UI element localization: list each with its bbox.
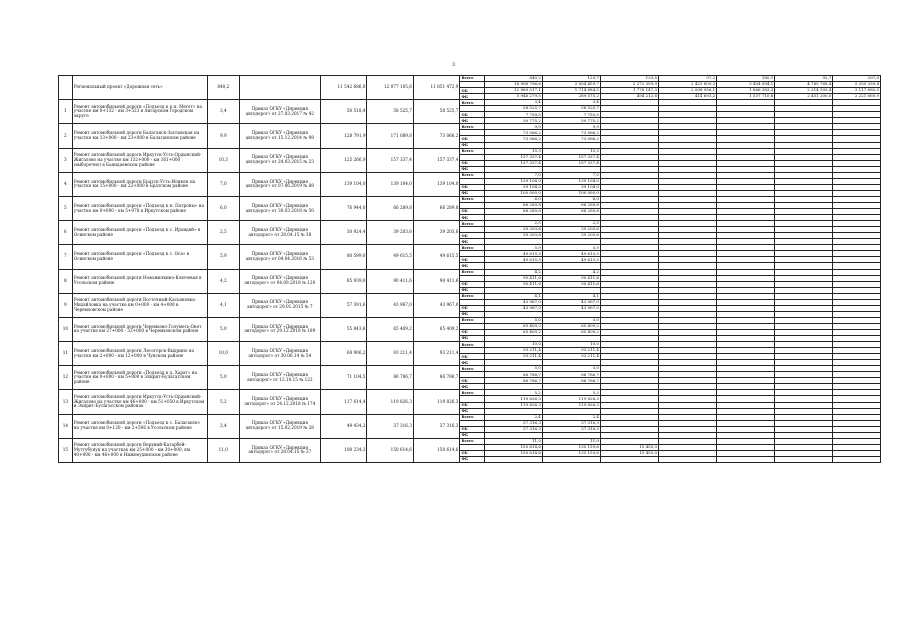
value-cell: 5,0	[484, 366, 542, 372]
basis-cell: Приказ ОГКУ «Дирекция автодорог» от 24.12.2018 № 174	[239, 390, 320, 414]
price-cell: 119 826,3	[413, 390, 459, 414]
funding-label: Всего	[460, 438, 484, 444]
value-cell: 3 404 094,1	[717, 82, 775, 88]
value-cell: 4,1	[484, 293, 542, 299]
value-cell: 207,0	[833, 76, 881, 82]
price-cell: 49 615,5	[367, 245, 413, 269]
value-cell: 11,0	[484, 438, 542, 444]
cost-cell: 128 791,9	[321, 124, 367, 148]
funding-label: ОБ	[460, 160, 484, 166]
funding-label: ОБ	[460, 112, 484, 118]
price-cell: 86 786,7	[413, 366, 459, 390]
cost-cell: 68 906,2	[321, 342, 367, 366]
row-number-cell: 5	[59, 196, 73, 220]
value-cell: 7 750,5	[484, 112, 542, 118]
value-cell: 65 409,2	[484, 323, 542, 329]
funding-label: ОБ	[460, 329, 484, 335]
price-cell: 43 967,0	[413, 293, 459, 317]
row-number-cell: 14	[59, 414, 73, 438]
cost-cell: 11 542 686,0	[321, 76, 367, 100]
value-cell: 100 000,0	[542, 190, 600, 196]
funding-label: ОБ	[460, 450, 484, 456]
funding-label: ФБ	[460, 118, 484, 124]
cost-cell: 49 434,2	[321, 414, 367, 438]
value-cell: 93 211,4	[484, 348, 542, 354]
value-cell: 39 203,6	[484, 233, 542, 239]
value-cell: 5,9	[484, 245, 542, 251]
length-cell: 10,0	[207, 342, 239, 366]
length-cell: 5,2	[207, 390, 239, 414]
price-cell: 150 614,6	[367, 438, 413, 462]
value-cell: 4,2	[484, 269, 542, 275]
value-cell: 2 008 956,1	[659, 88, 717, 94]
value-cell: 133,5	[600, 76, 658, 82]
price-cell: 73 066,2	[413, 124, 459, 148]
funding-label: Всего	[460, 124, 484, 130]
funding-label: ФБ	[460, 336, 484, 342]
row-number-cell: 8	[59, 269, 73, 293]
cost-cell: 50 518,4	[321, 100, 367, 124]
value-cell: 50 775,2	[542, 118, 600, 124]
value-cell: 39 203,6	[542, 233, 600, 239]
value-cell: 73 066,2	[484, 130, 542, 136]
value-cell: 5,2	[484, 390, 542, 396]
value-cell: 93 211,4	[542, 354, 600, 360]
price-cell: 58 525,7	[367, 100, 413, 124]
basis-cell: Приказ ОГКУ «Дирекция автодорог» от 28.04.15 № 38	[239, 221, 320, 245]
value-cell: 7,0	[484, 172, 542, 178]
basis-cell: Приказ ОГКУ «Дирекция автодорог» от 24.03.2015 № 23	[239, 148, 320, 172]
funding-label: ОБ	[460, 305, 484, 311]
value-cell: 5,2	[542, 390, 600, 396]
value-cell: 90 411,6	[542, 281, 600, 287]
value-cell	[484, 456, 542, 462]
length-cell: 3,4	[207, 100, 239, 124]
price-cell: 90 411,6	[367, 269, 413, 293]
value-cell: 414 693,2	[659, 94, 717, 100]
row-number-cell: 12	[59, 366, 73, 390]
value-cell: 6,0	[484, 196, 542, 202]
price-cell: 66 289,8	[413, 196, 459, 220]
value-cell: 157 337,4	[542, 154, 600, 160]
funding-label: ФБ	[460, 360, 484, 366]
funding-label: Всего	[460, 148, 484, 154]
value-cell: 157 337,4	[484, 160, 542, 166]
funding-label: ОБ	[460, 354, 484, 360]
length-cell: 4,1	[207, 293, 239, 317]
value-cell: 5 339 359,4	[833, 82, 881, 88]
length-cell: 2,5	[207, 221, 239, 245]
funding-label: ОБ	[460, 209, 484, 215]
value-cell: 97,2	[659, 76, 717, 82]
length-cell: 10,3	[207, 148, 239, 172]
price-cell: 171 089,8	[367, 124, 413, 148]
basis-cell: Приказ ОГКУ «Дирекция автодорог» от 04.09.2018 № 120	[239, 269, 320, 293]
value-cell: 2 423 609,3	[659, 82, 717, 88]
table-body	[59, 76, 881, 463]
funding-label: Всего	[460, 172, 484, 178]
funding-label: ФБ	[460, 94, 484, 100]
cost-cell: 117 614,4	[321, 390, 367, 414]
value-cell: 58 525,7	[484, 106, 542, 112]
value-cell: 18 906 796,6	[484, 82, 542, 88]
value-cell: 49 615,5	[542, 257, 600, 263]
value-cell: 4 765 768,4	[775, 82, 833, 88]
funding-label: ОБ	[460, 426, 484, 432]
value-cell: 150 614,6	[484, 450, 542, 456]
value-cell: 37 316,3	[484, 420, 542, 426]
object-name-cell: Ремонт автомобильной дороги Восточный-Касьяновка-Михайловка на участке км 0+000 - км 4+000 в Черемховском районе	[72, 293, 207, 317]
value-cell: 3,4	[542, 100, 600, 106]
value-cell: 2 272 359,9	[600, 82, 658, 88]
object-name-cell: Ремонт автомобильной дороги Иркутск-Усть-Ордынский-Жигалово на участке км 132+000 - км 161+000 (выборочно) в Баяндаевском районе	[72, 148, 207, 172]
value-cell: 2,5	[484, 221, 542, 227]
value-cell: 289 575,2	[542, 94, 600, 100]
value-cell: 49 615,5	[484, 257, 542, 263]
value-cell: 2 451 200,0	[775, 94, 833, 100]
cost-cell: 125 266,9	[321, 148, 367, 172]
price-cell: 150 614,6	[413, 438, 459, 462]
funding-label: Всего	[460, 342, 484, 348]
object-name-cell: Ремонт автомобильной дороги Лесогорск-Выдрино на участке км 2+000 - км 12+000 в Чунском районе	[72, 342, 207, 366]
value-cell: 100 000,0	[484, 190, 542, 196]
value-cell: 5,9	[542, 245, 600, 251]
value-cell	[542, 456, 600, 462]
funding-label: ФБ	[460, 311, 484, 317]
value-cell: 73 066,2	[542, 136, 600, 142]
value-cell: 37 316,3	[484, 426, 542, 432]
value-cell: 93 211,4	[484, 354, 542, 360]
value-cell: 2 004 459,7	[542, 82, 600, 88]
object-name-cell: Ремонт автомобильной дороги Верхний-Катарбей-Мугтубунук на участках км 25+000 - км 30+000, км 40+000 - км 46+000 в Нижнеудинском районе	[72, 438, 207, 462]
value-cell: 4,1	[542, 293, 600, 299]
price-cell: 37 316,3	[413, 414, 459, 438]
object-name-cell: Ремонт автомобильной дороги «Подъезд к д. Харат» на участке км 0+000 - км 5+000 в Эхирит-Булагатском районе	[72, 366, 207, 390]
value-cell	[659, 456, 717, 462]
value-cell: 65 409,2	[484, 329, 542, 335]
value-cell: 150 614,6	[484, 444, 542, 450]
funding-label: ФБ	[460, 456, 484, 462]
cost-cell: 108 234,3	[321, 438, 367, 462]
price-cell: 93 211,4	[413, 342, 459, 366]
value-cell: 5,0	[542, 317, 600, 323]
value-cell: 3,4	[484, 100, 542, 106]
cost-cell: 80 599,0	[321, 245, 367, 269]
price-cell: 66 289,8	[367, 196, 413, 220]
value-cell: 119 826,3	[542, 396, 600, 402]
value-cell: 119 826,3	[542, 402, 600, 408]
funding-label: ФБ	[460, 142, 484, 148]
funding-label: ФБ	[460, 408, 484, 414]
row-number-cell	[59, 76, 73, 100]
funding-label: Всего	[460, 414, 484, 420]
basis-cell: Приказ ОГКУ «Дирекция автодорог» от 04.04.2016 № 53	[239, 245, 320, 269]
length-cell: 2,4	[207, 414, 239, 438]
price-cell: 157 337,4	[367, 148, 413, 172]
value-cell: 43 967,0	[484, 305, 542, 311]
row-number-cell: 1	[59, 100, 73, 124]
value-cell: 43 967,0	[484, 299, 542, 305]
value-cell: 10,3	[542, 148, 600, 154]
value-cell: 39 104,0	[542, 184, 600, 190]
value-cell: 93 211,4	[542, 348, 600, 354]
cost-cell: 76 944,0	[321, 196, 367, 220]
object-name-cell: Ремонт автомобильной дороги «Подъезд к с. Оса» в Осинском районе	[72, 245, 207, 269]
funding-label: ОБ	[460, 402, 484, 408]
value-cell: 129,7	[542, 76, 600, 82]
length-cell: 5,9	[207, 245, 239, 269]
funding-label: ФБ	[460, 263, 484, 269]
road-repair-table	[58, 75, 881, 463]
value-cell	[833, 456, 881, 462]
value-cell: 7,0	[542, 172, 600, 178]
value-cell: 119 826,3	[484, 402, 542, 408]
value-cell: 10,0	[484, 342, 542, 348]
value-cell: 6,0	[542, 196, 600, 202]
basis-cell: Приказ ОГКУ «Дирекция автодорог» от 15.12.2014 № 98	[239, 124, 320, 148]
value-cell: 66 289,8	[484, 209, 542, 215]
price-cell: 139 104,0	[413, 172, 459, 196]
cost-cell: 57 391,6	[321, 293, 367, 317]
basis-cell: Приказ ОГКУ «Дирекция автодорог» от 30.06.14 № 54	[239, 342, 320, 366]
cost-cell: 71 104,5	[321, 366, 367, 390]
value-cell: 58 525,7	[542, 106, 600, 112]
row-number-cell: 4	[59, 172, 73, 196]
row-number-cell: 11	[59, 342, 73, 366]
funding-label: Всего	[460, 366, 484, 372]
length-cell: 11,0	[207, 438, 239, 462]
funding-label: ФБ	[460, 215, 484, 221]
value-cell: 3 117 680,5	[833, 88, 881, 94]
funding-label: ФБ	[460, 287, 484, 293]
value-cell: 49 615,5	[484, 251, 542, 257]
funding-label: ОБ	[460, 257, 484, 263]
value-cell: 66 289,8	[542, 209, 600, 215]
value-cell: 86 786,7	[542, 372, 600, 378]
value-cell: 139 104,0	[542, 178, 600, 184]
price-cell: 39 203,6	[367, 221, 413, 245]
length-cell: 4,2	[207, 269, 239, 293]
funding-label: ОБ	[460, 136, 484, 142]
value-cell: 92,7	[775, 76, 833, 82]
object-name-cell: Ремонт автомобильной дороги «Подъезд к п. Патроны» на участке км 0+000 - км 5+978 в Иркутском районе	[72, 196, 207, 220]
value-cell: 73 066,2	[484, 136, 542, 142]
value-cell: 2,4	[542, 414, 600, 420]
value-cell: 157 337,4	[542, 160, 600, 166]
object-name-cell: Ремонт автомобильной дороги Иркутск-Усть-Ордынский-Жигалово на участке км 46+000 - км 51+050 в Иркутском и Эхирит-Булагатском районах	[72, 390, 207, 414]
funding-label: Всего	[460, 100, 484, 106]
value-cell: 2,5	[542, 221, 600, 227]
basis-cell: Приказ ОГКУ «Дирекция автодорог» от 29.12.2018 № 189	[239, 317, 320, 341]
object-name-cell: Ремонт автомобильной дороги «Подъезд к с. Балаганск» на участке км 0+120 - км 2+506 в Усольском районе	[72, 414, 207, 438]
funding-label: ОБ	[460, 233, 484, 239]
object-name-cell: Региональный проект «Дорожная сеть»	[72, 76, 207, 100]
funding-label: ОБ	[460, 88, 484, 94]
value-cell: 2 221 669,9	[833, 94, 881, 100]
funding-label: Всего	[460, 245, 484, 251]
row-number-cell: 10	[59, 317, 73, 341]
cost-cell: 139 104,0	[321, 172, 367, 196]
price-cell: 49 615,5	[413, 245, 459, 269]
value-cell: 15 455,0	[600, 444, 658, 450]
value-cell: 1 537 710,8	[717, 94, 775, 100]
value-cell: 50 775,2	[484, 118, 542, 124]
cost-cell: 30 924,4	[321, 221, 367, 245]
value-cell: 5,0	[484, 317, 542, 323]
object-name-cell: Ремонт автомобильной дороги Братск-Усть-Илимск на участке км 15+000 - км 22+000 в Братском районе	[72, 172, 207, 196]
row-number-cell: 9	[59, 293, 73, 317]
row-number-cell: 13	[59, 390, 73, 414]
value-cell: 66 289,8	[484, 202, 542, 208]
value-cell: 10,0	[542, 342, 600, 348]
basis-cell: Приказ ОГКУ «Дирекция автодорог» от 27.03.2017 № 42	[239, 100, 320, 124]
price-cell: 65 409,2	[367, 317, 413, 341]
value-cell: 15 455,0	[600, 450, 658, 456]
length-cell: 7,0	[207, 172, 239, 196]
value-cell: 39 203,6	[484, 227, 542, 233]
value-cell: 4,2	[542, 269, 600, 275]
value-cell: 65 409,2	[542, 329, 600, 335]
basis-cell: Приказ ОГКУ «Дирекция автодорог» от 15.02.2019 № 28	[239, 414, 320, 438]
length-cell: 840,2	[207, 76, 239, 100]
value-cell: 49 615,5	[542, 251, 600, 257]
funding-label: Всего	[460, 196, 484, 202]
value-cell: 43 967,0	[542, 299, 600, 305]
price-cell: 11 851 472,9	[413, 76, 459, 100]
length-cell: 5,0	[207, 317, 239, 341]
value-cell: 65 409,2	[542, 323, 600, 329]
value-cell: 157 337,4	[484, 154, 542, 160]
row-number-cell: 2	[59, 124, 73, 148]
funding-label: ФБ	[460, 166, 484, 172]
value-cell: 2 314 595,4	[775, 88, 833, 94]
length-cell: 5,0	[207, 366, 239, 390]
value-cell: 5 946 279,5	[484, 94, 542, 100]
price-cell: 93 211,4	[367, 342, 413, 366]
funding-label: ФБ	[460, 384, 484, 390]
value-cell: 1 778 147,3	[600, 88, 658, 94]
value-cell: 9,9	[542, 124, 600, 130]
funding-label: ФБ	[460, 190, 484, 196]
page-number: 3	[452, 62, 456, 68]
value-cell: 180,1	[717, 76, 775, 82]
price-cell: 65 409,2	[413, 317, 459, 341]
value-cell: 90 411,6	[484, 275, 542, 281]
funding-label: ФБ	[460, 239, 484, 245]
object-name-cell: Ремонт автомобильной дороги «Подъезд к с. Ирхидей» в Осинском районе	[72, 221, 207, 245]
value-cell	[717, 456, 775, 462]
value-cell: 90 411,6	[484, 281, 542, 287]
value-cell: 9,9	[484, 124, 542, 130]
row-number-cell: 15	[59, 438, 73, 462]
price-cell: 12 077 105,6	[367, 76, 413, 100]
value-cell: 119 826,3	[484, 396, 542, 402]
row-number-cell: 3	[59, 148, 73, 172]
funding-label: Всего	[460, 269, 484, 275]
funding-label: Всего	[460, 293, 484, 299]
funding-label: ОБ	[460, 281, 484, 287]
funding-label: Всего	[460, 76, 484, 82]
price-cell: 119 826,3	[367, 390, 413, 414]
funding-label: ФБ	[460, 432, 484, 438]
length-cell: 9,9	[207, 124, 239, 148]
price-cell: 139 104,0	[367, 172, 413, 196]
row-number-cell: 6	[59, 221, 73, 245]
value-cell: 135 159,6	[542, 450, 600, 456]
basis-cell: Приказ ОГКУ «Дирекция автодорог» от 29.01.2015 № 7	[239, 293, 320, 317]
value-cell: 86 786,7	[484, 378, 542, 384]
value-cell: 37 316,3	[542, 420, 600, 426]
value-cell: 73 066,2	[542, 130, 600, 136]
funding-label: Всего	[460, 390, 484, 396]
funding-label: Всего	[460, 317, 484, 323]
basis-cell: Приказ ОГКУ «Дирекция автодорог» от 30.03.2018 № 50	[239, 196, 320, 220]
value-cell: 12 960 517,1	[484, 88, 542, 94]
value-cell: 1 866 383,3	[717, 88, 775, 94]
value-cell: 43 967,0	[542, 305, 600, 311]
value-cell: 494 212,6	[600, 94, 658, 100]
value-cell: 37 316,3	[542, 426, 600, 432]
value-cell: 139 104,0	[484, 178, 542, 184]
basis-cell: Приказ ОГКУ «Дирекция автодорог» от 12.10.15 № 122	[239, 366, 320, 390]
price-cell: 39 203,6	[413, 221, 459, 245]
basis-cell: Приказ ОГКУ «Дирекция автодорог» от 07.06.2019 № 88	[239, 172, 320, 196]
length-cell: 6,0	[207, 196, 239, 220]
value-cell	[775, 456, 833, 462]
price-cell: 58 525,7	[413, 100, 459, 124]
value-cell: 66 289,8	[542, 202, 600, 208]
value-cell: 90 411,6	[542, 275, 600, 281]
basis-cell: Приказ ОГКУ «Дирекция автодорог» от 28.04.15 № 37	[239, 438, 320, 462]
funding-label: Всего	[460, 221, 484, 227]
object-name-cell: Ремонт автомобильной дороги Черемхово-Голуметь-Онот на участке км 27+000 - 32+000 в Черемховском районе	[72, 317, 207, 341]
object-name-cell: Ремонт автомобильной дороги Балаганск-Заславская на участке км 13+000 - км 23+000 в Балаганском районе	[72, 124, 207, 148]
value-cell: 10,3	[484, 148, 542, 154]
value-cell: 7 750,5	[542, 112, 600, 118]
value-cell: 86 786,7	[484, 372, 542, 378]
value-cell: 840,2	[484, 76, 542, 82]
value-cell: 11,0	[542, 438, 600, 444]
funding-label: ОБ	[460, 184, 484, 190]
price-cell: 90 411,6	[413, 269, 459, 293]
value-cell: 1 714 884,5	[542, 88, 600, 94]
value-cell: 2,4	[484, 414, 542, 420]
price-cell: 86 786,7	[367, 366, 413, 390]
funding-label: ОБ	[460, 378, 484, 384]
value-cell: 39 104,0	[484, 184, 542, 190]
price-cell: 37 316,3	[367, 414, 413, 438]
value-cell	[600, 456, 658, 462]
object-name-cell: Ремонт автомобильной дороги Новожилкино-Ключевая в Усольском районе	[72, 269, 207, 293]
cost-cell: 85 939,0	[321, 269, 367, 293]
value-cell: 5,0	[542, 366, 600, 372]
basis-cell	[239, 76, 320, 100]
price-cell: 43 967,0	[367, 293, 413, 317]
row-number-cell: 7	[59, 245, 73, 269]
value-cell: 135 159,6	[542, 444, 600, 450]
value-cell: 86 786,7	[542, 378, 600, 384]
value-cell: 39 203,6	[542, 227, 600, 233]
cost-cell: 55 843,6	[321, 317, 367, 341]
price-cell: 157 337,4	[413, 148, 459, 172]
object-name-cell: Ремонт автомобильной дороги «Подъезд к р.п. Мегет» на участке км 0+132 - км 3+523 в Ангарском городском округе	[72, 100, 207, 124]
